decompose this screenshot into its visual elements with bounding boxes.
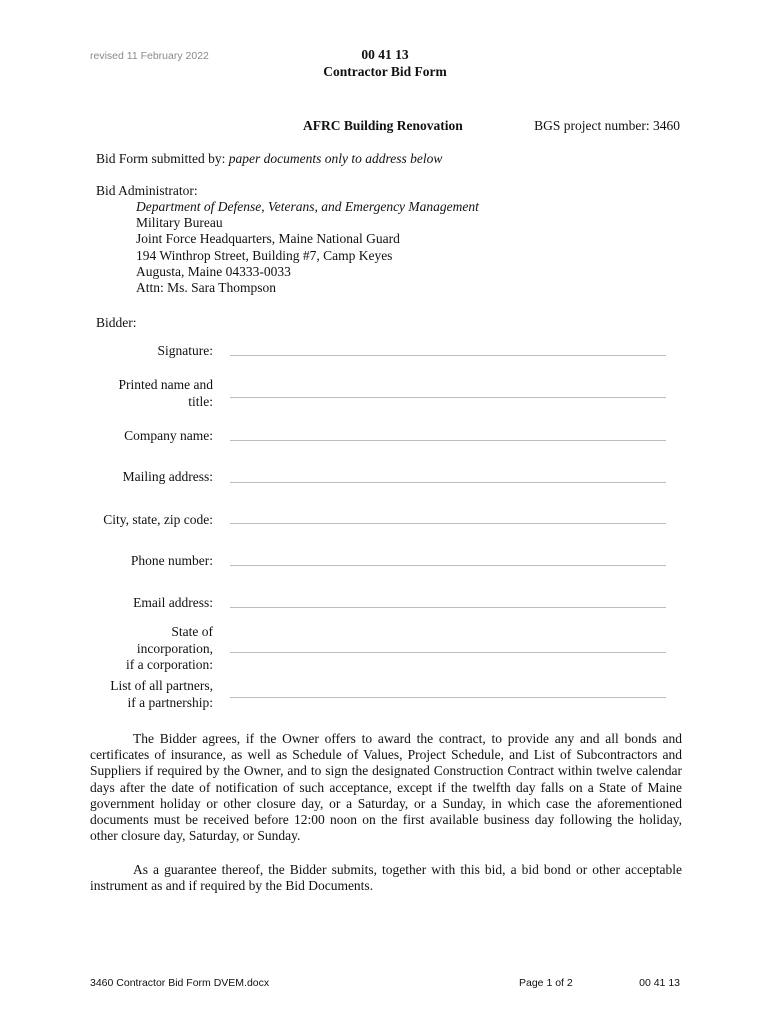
mailing-address-field[interactable] (230, 482, 666, 483)
state-of-incorporation-label: State of incorporation, if a corporation: (126, 624, 213, 672)
signature-label: Signature: (157, 343, 213, 358)
administrator-line: Augusta, Maine 04333-0033 (136, 263, 291, 279)
section-number: 00 41 13 (361, 47, 409, 62)
city-state-zip-label: City, state, zip code: (103, 512, 213, 527)
administrator-line: Joint Force Headquarters, Maine National Guard (136, 231, 400, 247)
submitted-by-label: Bid Form submitted by: (96, 151, 229, 166)
bidder-label: Bidder: (96, 315, 137, 330)
printed-name-label: Printed name and title: (118, 377, 213, 409)
phone-number-label: Phone number: (130, 553, 213, 568)
bidder-agreement-paragraph: The Bidder agrees, if the Owner offers to award the contract, to provide any and all bonds and certificates of insurance, as well as Schedule of Values, Project Schedule, and List of Subcontractors and Suppliers if required by the Owner, and to sign the designated Construction Contract within twelve calendar days after the date of notification of such acceptance, except if the twelfth day falls on a State of Maine government holiday or other closure day, or a Saturday, or a Sunday, in which case the aforementioned documents must be received before 12:00 noon on the first available business day following the holiday, other closure day, Saturday, or Sunday. (90, 731, 682, 844)
administrator-line: Department of Defense, Veterans, and Emergency Management (136, 199, 479, 214)
section-title: Contractor Bid Form (323, 64, 447, 79)
city-state-zip-field[interactable] (230, 523, 666, 524)
footer-section-number: 00 41 13 (639, 977, 680, 989)
footer-filename: 3460 Contractor Bid Form DVEM.docx (90, 977, 270, 989)
bid-administrator-address (136, 199, 479, 296)
project-name: AFRC Building Renovation (303, 118, 463, 133)
revised-date: revised 11 February 2022 (90, 50, 209, 62)
email-address-field[interactable] (230, 607, 666, 608)
administrator-line: Attn: Ms. Sara Thompson (136, 280, 277, 296)
company-name-field[interactable] (230, 440, 666, 441)
mailing-address-label: Mailing address: (122, 469, 213, 484)
company-name-label: Company name: (124, 428, 213, 443)
footer-page-number: Page 1 of 2 (519, 977, 573, 989)
administrator-line: Military Bureau (136, 215, 223, 231)
bgs-project-number: BGS project number: 3460 (534, 118, 680, 133)
bid-administrator-label: Bid Administrator: (96, 183, 198, 198)
administrator-line: 194 Winthrop Street, Building #7, Camp Keyes (136, 247, 393, 263)
guarantee-paragraph: As a guarantee thereof, the Bidder submits, together with this bid, a bid bond or other acceptable instrument as and if required by the Bid Documents. (90, 862, 682, 894)
state-of-incorporation-field[interactable] (230, 652, 666, 653)
signature-field[interactable] (230, 355, 666, 356)
phone-number-field[interactable] (230, 565, 666, 566)
submitted-by-value: paper documents only to address below (228, 151, 443, 166)
email-address-label: Email address: (133, 595, 213, 610)
submitted-by (96, 151, 442, 167)
partners-list-label: List of all partners, if a partnership: (110, 678, 213, 710)
printed-name-field[interactable] (230, 397, 666, 398)
partners-list-field[interactable] (230, 697, 666, 698)
